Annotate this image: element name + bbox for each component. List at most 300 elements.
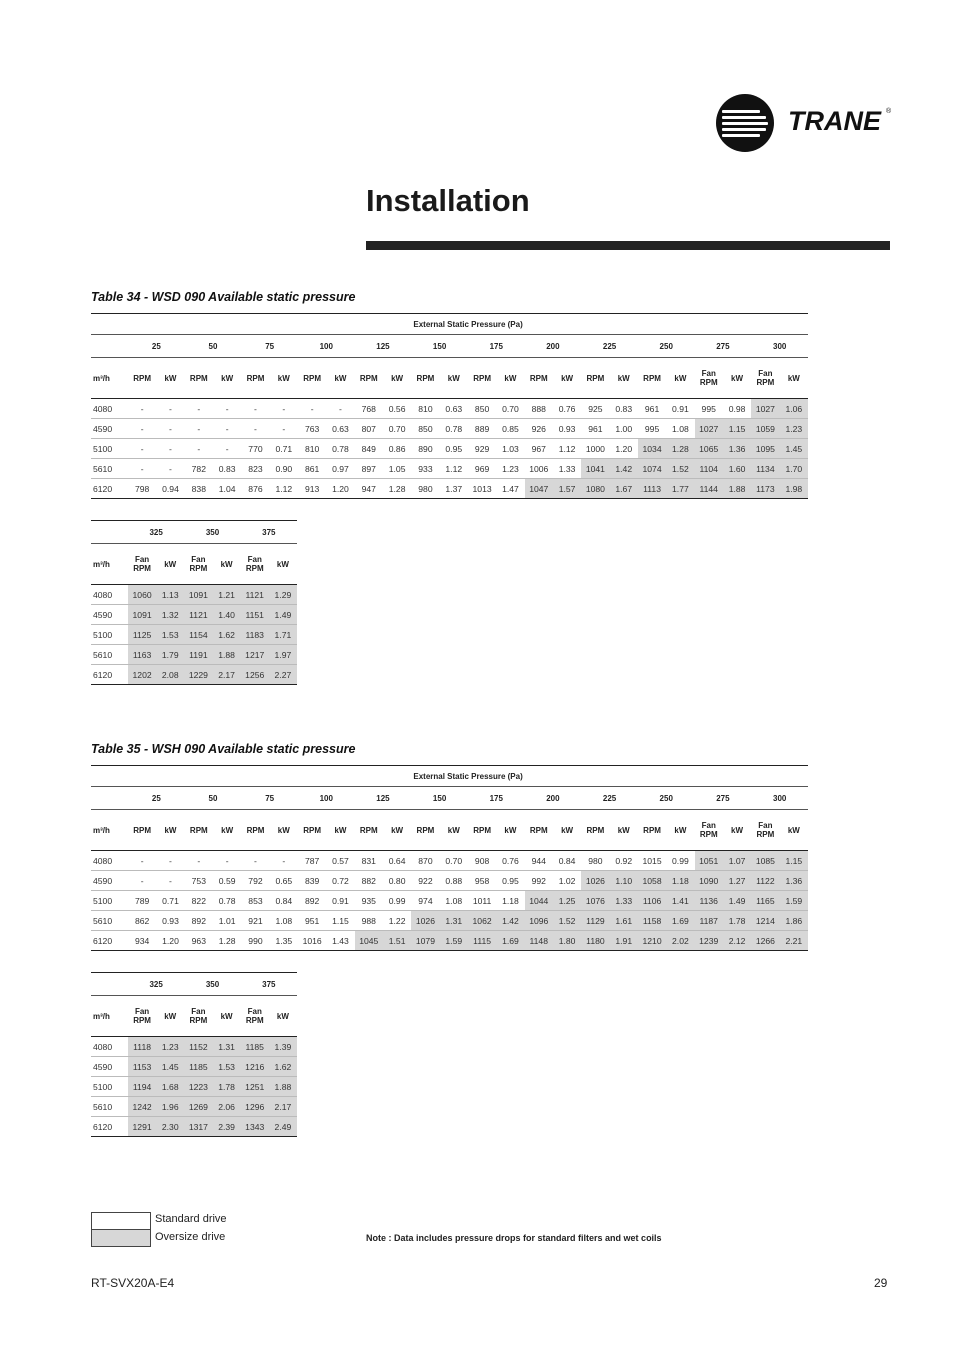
rpm-header: RPM bbox=[638, 358, 666, 399]
rpm-header: RPM bbox=[411, 810, 439, 851]
kw-header: kW bbox=[723, 810, 751, 851]
value-cell: 1.07 bbox=[723, 851, 751, 871]
pressure-header-row bbox=[91, 787, 808, 810]
pressure-header-spacer bbox=[91, 521, 128, 544]
value-cell: 1.88 bbox=[269, 1077, 297, 1097]
kw-header: kW bbox=[610, 810, 638, 851]
kw-header: kW bbox=[723, 358, 751, 399]
value-cell: 0.70 bbox=[383, 419, 411, 439]
trane-circle-icon bbox=[716, 94, 774, 152]
kw-header: kW bbox=[156, 810, 184, 851]
value-cell: 1118 bbox=[128, 1037, 156, 1057]
value-cell: 1.20 bbox=[156, 931, 184, 951]
value-cell: 0.78 bbox=[213, 891, 241, 911]
value-cell: - bbox=[128, 399, 156, 419]
rpm-header: RPM bbox=[638, 810, 666, 851]
page-number: 29 bbox=[874, 1276, 888, 1290]
value-cell: 1125 bbox=[128, 625, 156, 645]
value-cell: 1121 bbox=[241, 585, 269, 605]
pressure-header: 50 bbox=[185, 787, 242, 810]
kw-header: kW bbox=[212, 996, 240, 1037]
value-cell: 1026 bbox=[581, 871, 609, 891]
kw-header: kW bbox=[156, 358, 184, 399]
pressure-header: 325 bbox=[128, 521, 184, 544]
value-cell: 1163 bbox=[128, 645, 156, 665]
value-cell: 1.77 bbox=[666, 479, 694, 499]
table35-extended bbox=[91, 972, 297, 1137]
airflow-cell: 6120 bbox=[91, 665, 128, 685]
pressure-header-row bbox=[91, 521, 297, 544]
value-cell: 944 bbox=[525, 851, 553, 871]
value-cell: 2.17 bbox=[212, 665, 240, 685]
rpm-header: Fan RPM bbox=[184, 996, 212, 1037]
value-cell: 0.83 bbox=[213, 459, 241, 479]
value-cell: 1113 bbox=[638, 479, 666, 499]
value-cell: 929 bbox=[468, 439, 496, 459]
value-cell: 810 bbox=[411, 399, 439, 419]
value-cell: 1.57 bbox=[553, 479, 581, 499]
value-cell: 2.39 bbox=[212, 1117, 240, 1137]
table-row bbox=[91, 1097, 297, 1117]
value-cell: 0.95 bbox=[496, 871, 524, 891]
kw-header: kW bbox=[213, 358, 241, 399]
value-cell: - bbox=[185, 439, 213, 459]
value-cell: 0.80 bbox=[383, 871, 411, 891]
airflow-cell: 5100 bbox=[91, 891, 128, 911]
kw-header: kW bbox=[496, 358, 524, 399]
table-row bbox=[91, 1037, 297, 1057]
value-cell: 1.35 bbox=[270, 931, 298, 951]
pressure-header: 75 bbox=[241, 787, 298, 810]
value-cell: 1121 bbox=[184, 605, 212, 625]
value-cell: 753 bbox=[185, 871, 213, 891]
value-cell: 1.41 bbox=[666, 891, 694, 911]
pressure-header: 75 bbox=[241, 335, 298, 358]
value-cell: 1.53 bbox=[212, 1057, 240, 1077]
table-row bbox=[91, 459, 808, 479]
value-cell: 1.96 bbox=[156, 1097, 184, 1117]
kw-header: kW bbox=[156, 544, 184, 585]
value-cell: 908 bbox=[468, 851, 496, 871]
value-cell: 1090 bbox=[695, 871, 723, 891]
value-cell: 1013 bbox=[468, 479, 496, 499]
value-cell: 0.70 bbox=[440, 851, 468, 871]
value-cell: - bbox=[156, 399, 184, 419]
pressure-header: 275 bbox=[695, 787, 752, 810]
value-cell: 1.28 bbox=[213, 931, 241, 951]
value-cell: 1173 bbox=[751, 479, 779, 499]
value-cell: 1.08 bbox=[440, 891, 468, 911]
value-cell: 1180 bbox=[581, 931, 609, 951]
value-cell: 1.32 bbox=[156, 605, 184, 625]
value-cell: 935 bbox=[355, 891, 383, 911]
pressure-header: 100 bbox=[298, 335, 355, 358]
value-cell: 2.21 bbox=[780, 931, 809, 951]
value-cell: 1091 bbox=[184, 585, 212, 605]
value-cell: 1.78 bbox=[723, 911, 751, 931]
pressure-header: 250 bbox=[638, 787, 695, 810]
value-cell: 0.64 bbox=[383, 851, 411, 871]
value-cell: - bbox=[156, 871, 184, 891]
value-cell: 2.27 bbox=[269, 665, 297, 685]
value-cell: 889 bbox=[468, 419, 496, 439]
kw-header: kW bbox=[496, 810, 524, 851]
pressure-header: 225 bbox=[581, 787, 638, 810]
value-cell: 1.18 bbox=[666, 871, 694, 891]
value-cell: 925 bbox=[581, 399, 609, 419]
esp-header-row bbox=[91, 766, 808, 787]
value-cell: 1.86 bbox=[780, 911, 809, 931]
value-cell: 0.56 bbox=[383, 399, 411, 419]
value-cell: 0.98 bbox=[723, 399, 751, 419]
table-row bbox=[91, 399, 808, 419]
value-cell: - bbox=[128, 459, 156, 479]
trane-logo bbox=[716, 94, 896, 154]
value-cell: 1.98 bbox=[780, 479, 809, 499]
airflow-cell: 4590 bbox=[91, 1057, 128, 1077]
value-cell: 0.70 bbox=[496, 399, 524, 419]
value-cell: 1.36 bbox=[723, 439, 751, 459]
rpm-header: RPM bbox=[525, 358, 553, 399]
value-cell: 0.59 bbox=[213, 871, 241, 891]
value-cell: 1.69 bbox=[496, 931, 524, 951]
value-cell: 0.83 bbox=[610, 399, 638, 419]
kw-header: kW bbox=[270, 810, 298, 851]
table-row bbox=[91, 419, 808, 439]
pressure-header: 50 bbox=[185, 335, 242, 358]
table-row bbox=[91, 1117, 297, 1137]
value-cell: 1.18 bbox=[496, 891, 524, 911]
value-cell: 1.23 bbox=[780, 419, 809, 439]
value-cell: 1.49 bbox=[723, 891, 751, 911]
value-cell: 1027 bbox=[751, 399, 779, 419]
kw-header: kW bbox=[440, 810, 468, 851]
kw-header: kW bbox=[383, 358, 411, 399]
value-cell: 839 bbox=[298, 871, 326, 891]
value-cell: 861 bbox=[298, 459, 326, 479]
value-cell: 1074 bbox=[638, 459, 666, 479]
value-cell: 947 bbox=[355, 479, 383, 499]
document-code: RT-SVX20A-E4 bbox=[91, 1276, 175, 1290]
value-cell: 1.15 bbox=[723, 419, 751, 439]
value-cell: 1.43 bbox=[326, 931, 354, 951]
value-cell: 1.59 bbox=[440, 931, 468, 951]
kw-header: kW bbox=[213, 810, 241, 851]
value-cell: 1.67 bbox=[610, 479, 638, 499]
rpm-header: RPM bbox=[185, 358, 213, 399]
value-cell: 1011 bbox=[468, 891, 496, 911]
value-cell: 853 bbox=[241, 891, 269, 911]
rpm-header: RPM bbox=[525, 810, 553, 851]
table35-caption: Table 35 - WSH 090 Available static pressure bbox=[91, 742, 356, 756]
value-cell: 1165 bbox=[751, 891, 779, 911]
footnote: Note : Data includes pressure drops for standard filters and wet coils bbox=[366, 1233, 662, 1243]
rpm-header: Fan RPM bbox=[241, 544, 269, 585]
value-cell: 1.80 bbox=[553, 931, 581, 951]
value-cell: 1.70 bbox=[780, 459, 809, 479]
table-row bbox=[91, 479, 808, 499]
value-cell: 1.53 bbox=[156, 625, 184, 645]
value-cell: 961 bbox=[638, 399, 666, 419]
pressure-header: 150 bbox=[411, 335, 468, 358]
value-cell: 1216 bbox=[241, 1057, 269, 1077]
value-cell: 988 bbox=[355, 911, 383, 931]
table-row bbox=[91, 911, 808, 931]
pressure-header: 375 bbox=[241, 973, 297, 996]
table34-main bbox=[91, 313, 808, 499]
value-cell: 849 bbox=[355, 439, 383, 459]
value-cell: 876 bbox=[241, 479, 269, 499]
value-cell: 2.06 bbox=[212, 1097, 240, 1117]
value-cell: - bbox=[270, 399, 298, 419]
value-cell: 1.10 bbox=[610, 871, 638, 891]
rpm-header: Fan RPM bbox=[128, 996, 156, 1037]
value-cell: 0.99 bbox=[666, 851, 694, 871]
value-cell: 1.97 bbox=[269, 645, 297, 665]
value-cell: 1115 bbox=[468, 931, 496, 951]
pressure-header: 25 bbox=[128, 335, 185, 358]
airflow-cell: 4590 bbox=[91, 871, 128, 891]
value-cell: 1.28 bbox=[383, 479, 411, 499]
pressure-header: 350 bbox=[184, 521, 240, 544]
pressure-header: 225 bbox=[581, 335, 638, 358]
value-cell: 1.08 bbox=[270, 911, 298, 931]
registered-mark: ® bbox=[886, 108, 892, 115]
pressure-header: 275 bbox=[695, 335, 752, 358]
value-cell: 2.02 bbox=[666, 931, 694, 951]
table-row bbox=[91, 439, 808, 459]
value-cell: 1.52 bbox=[553, 911, 581, 931]
value-cell: 1151 bbox=[241, 605, 269, 625]
value-cell: 963 bbox=[185, 931, 213, 951]
value-cell: 763 bbox=[298, 419, 326, 439]
value-cell: 1058 bbox=[638, 871, 666, 891]
value-cell: 0.95 bbox=[440, 439, 468, 459]
value-cell: 1187 bbox=[695, 911, 723, 931]
unit-header-row bbox=[91, 544, 297, 585]
value-cell: 1.12 bbox=[553, 439, 581, 459]
value-cell: 1045 bbox=[355, 931, 383, 951]
rpm-header: RPM bbox=[411, 358, 439, 399]
value-cell: 870 bbox=[411, 851, 439, 871]
value-cell: 1229 bbox=[184, 665, 212, 685]
value-cell: 1.78 bbox=[212, 1077, 240, 1097]
rpm-header: RPM bbox=[128, 358, 156, 399]
value-cell: 1183 bbox=[241, 625, 269, 645]
value-cell: 1.28 bbox=[666, 439, 694, 459]
value-cell: 0.71 bbox=[156, 891, 184, 911]
pressure-header: 25 bbox=[128, 787, 185, 810]
value-cell: 1.60 bbox=[723, 459, 751, 479]
kw-header: kW bbox=[270, 358, 298, 399]
value-cell: 1152 bbox=[184, 1037, 212, 1057]
table-row bbox=[91, 891, 808, 911]
value-cell: 850 bbox=[411, 419, 439, 439]
value-cell: 0.91 bbox=[666, 399, 694, 419]
kw-header: kW bbox=[440, 358, 468, 399]
legend-oversize-label: Oversize drive bbox=[155, 1231, 226, 1243]
value-cell: 990 bbox=[241, 931, 269, 951]
rpm-header: RPM bbox=[355, 358, 383, 399]
value-cell: 810 bbox=[298, 439, 326, 459]
value-cell: - bbox=[128, 851, 156, 871]
legend-oversize-swatch bbox=[91, 1229, 151, 1247]
airflow-cell: 4080 bbox=[91, 1037, 128, 1057]
rpm-header: RPM bbox=[241, 810, 269, 851]
value-cell: 1047 bbox=[525, 479, 553, 499]
pressure-header-row bbox=[91, 973, 297, 996]
value-cell: 1.45 bbox=[780, 439, 809, 459]
airflow-cell: 4590 bbox=[91, 605, 128, 625]
value-cell: 0.76 bbox=[496, 851, 524, 871]
pressure-header: 325 bbox=[128, 973, 184, 996]
value-cell: 1027 bbox=[695, 419, 723, 439]
pressure-header: 200 bbox=[525, 335, 582, 358]
airflow-cell: 6120 bbox=[91, 1117, 128, 1137]
value-cell: 922 bbox=[411, 871, 439, 891]
kw-header: kW bbox=[610, 358, 638, 399]
value-cell: 0.72 bbox=[326, 871, 354, 891]
pressure-header: 100 bbox=[298, 787, 355, 810]
value-cell: - bbox=[241, 419, 269, 439]
kw-header: kW bbox=[156, 996, 184, 1037]
airflow-cell: 5610 bbox=[91, 911, 128, 931]
pressure-header: 125 bbox=[355, 335, 412, 358]
value-cell: 1.29 bbox=[269, 585, 297, 605]
value-cell: 969 bbox=[468, 459, 496, 479]
value-cell: 2.08 bbox=[156, 665, 184, 685]
value-cell: 1.45 bbox=[156, 1057, 184, 1077]
rpm-header: RPM bbox=[581, 810, 609, 851]
value-cell: 921 bbox=[241, 911, 269, 931]
value-cell: 1.31 bbox=[440, 911, 468, 931]
value-cell: 798 bbox=[128, 479, 156, 499]
rpm-header: Fan RPM bbox=[695, 810, 723, 851]
value-cell: 1191 bbox=[184, 645, 212, 665]
airflow-cell: 5100 bbox=[91, 625, 128, 645]
value-cell: - bbox=[213, 419, 241, 439]
airflow-cell: 4080 bbox=[91, 399, 128, 419]
rpm-header: RPM bbox=[355, 810, 383, 851]
value-cell: - bbox=[156, 851, 184, 871]
rpm-header: RPM bbox=[241, 358, 269, 399]
rpm-header: Fan RPM bbox=[241, 996, 269, 1037]
value-cell: 1065 bbox=[695, 439, 723, 459]
pressure-header-spacer bbox=[91, 787, 128, 810]
pressure-header-spacer bbox=[91, 335, 128, 358]
kw-header: kW bbox=[553, 810, 581, 851]
value-cell: 1106 bbox=[638, 891, 666, 911]
value-cell: - bbox=[156, 419, 184, 439]
value-cell: 1.91 bbox=[610, 931, 638, 951]
value-cell: 0.86 bbox=[383, 439, 411, 459]
value-cell: 1059 bbox=[751, 419, 779, 439]
value-cell: 1.23 bbox=[156, 1037, 184, 1057]
value-cell: 1.61 bbox=[610, 911, 638, 931]
value-cell: 1.69 bbox=[666, 911, 694, 931]
pressure-header: 300 bbox=[751, 787, 808, 810]
value-cell: 882 bbox=[355, 871, 383, 891]
kw-header: kW bbox=[326, 358, 354, 399]
value-cell: 1.68 bbox=[156, 1077, 184, 1097]
esp-header-row bbox=[91, 314, 808, 335]
value-cell: 787 bbox=[298, 851, 326, 871]
value-cell: - bbox=[298, 399, 326, 419]
table-row bbox=[91, 871, 808, 891]
value-cell: 1076 bbox=[581, 891, 609, 911]
value-cell: 958 bbox=[468, 871, 496, 891]
pressure-header: 175 bbox=[468, 787, 525, 810]
rpm-header: RPM bbox=[581, 358, 609, 399]
value-cell: - bbox=[156, 439, 184, 459]
value-cell: 1185 bbox=[241, 1037, 269, 1057]
value-cell: 1.37 bbox=[440, 479, 468, 499]
value-cell: 1.79 bbox=[156, 645, 184, 665]
value-cell: 1.13 bbox=[156, 585, 184, 605]
value-cell: 0.91 bbox=[326, 891, 354, 911]
page-title: Installation bbox=[366, 183, 530, 218]
value-cell: 1.71 bbox=[269, 625, 297, 645]
value-cell: - bbox=[185, 419, 213, 439]
value-cell: 1317 bbox=[184, 1117, 212, 1137]
title-rule bbox=[366, 241, 890, 250]
pressure-header-spacer bbox=[91, 973, 128, 996]
table-row bbox=[91, 605, 297, 625]
esp-header-spacer bbox=[91, 314, 128, 335]
value-cell: 1.31 bbox=[212, 1037, 240, 1057]
value-cell: 1239 bbox=[695, 931, 723, 951]
value-cell: 1.49 bbox=[269, 605, 297, 625]
value-cell: 1.47 bbox=[496, 479, 524, 499]
airflow-header: m³/h bbox=[91, 544, 128, 585]
value-cell: 1.33 bbox=[553, 459, 581, 479]
value-cell: 1085 bbox=[751, 851, 779, 871]
airflow-header: m³/h bbox=[91, 358, 128, 399]
value-cell: 1122 bbox=[751, 871, 779, 891]
value-cell: 770 bbox=[241, 439, 269, 459]
value-cell: 1242 bbox=[128, 1097, 156, 1117]
value-cell: 1256 bbox=[241, 665, 269, 685]
value-cell: 1096 bbox=[525, 911, 553, 931]
rpm-header: Fan RPM bbox=[751, 358, 779, 399]
value-cell: 2.30 bbox=[156, 1117, 184, 1137]
value-cell: 1136 bbox=[695, 891, 723, 911]
table-row bbox=[91, 931, 808, 951]
value-cell: 888 bbox=[525, 399, 553, 419]
value-cell: 1051 bbox=[695, 851, 723, 871]
value-cell: 1134 bbox=[751, 459, 779, 479]
esp-header: External Static Pressure (Pa) bbox=[128, 314, 808, 335]
table-row bbox=[91, 1057, 297, 1077]
value-cell: 913 bbox=[298, 479, 326, 499]
value-cell: 2.49 bbox=[269, 1117, 297, 1137]
value-cell: 792 bbox=[241, 871, 269, 891]
value-cell: 1.05 bbox=[383, 459, 411, 479]
value-cell: 1044 bbox=[525, 891, 553, 911]
value-cell: 0.71 bbox=[270, 439, 298, 459]
value-cell: 1153 bbox=[128, 1057, 156, 1077]
value-cell: 1.62 bbox=[212, 625, 240, 645]
value-cell: 1.01 bbox=[213, 911, 241, 931]
rpm-header: RPM bbox=[298, 810, 326, 851]
esp-header: External Static Pressure (Pa) bbox=[128, 766, 808, 787]
unit-header-row bbox=[91, 358, 808, 399]
value-cell: 0.93 bbox=[156, 911, 184, 931]
value-cell: 1.40 bbox=[212, 605, 240, 625]
pressure-header: 350 bbox=[184, 973, 240, 996]
value-cell: 1015 bbox=[638, 851, 666, 871]
value-cell: 850 bbox=[468, 399, 496, 419]
